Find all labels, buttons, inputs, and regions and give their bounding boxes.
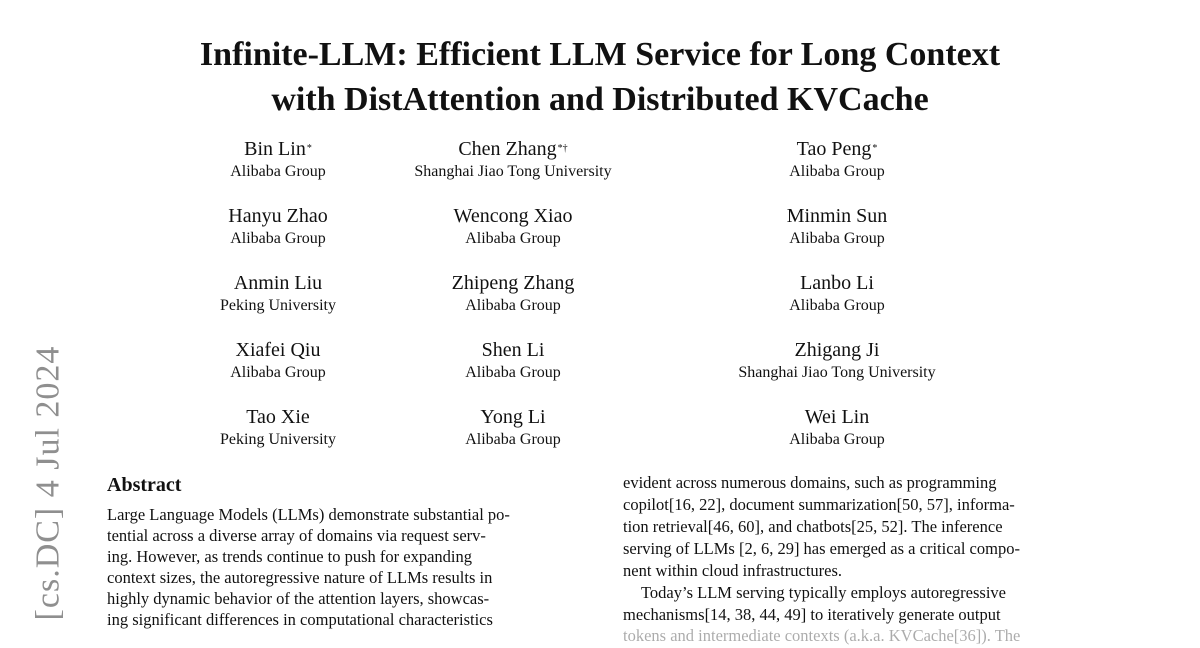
paper-title-line-2: with DistAttention and Distributed KVCache (271, 81, 929, 118)
author-affiliation: Shanghai Jiao Tong University (414, 163, 612, 180)
intro-paragraph-2 (623, 582, 1095, 648)
author-name-text: Wei Lin (804, 406, 870, 428)
author-affiliation: Peking University (220, 431, 336, 448)
intro-line-partial: tokens and intermediate contexts (a.k.a. KVCache[36]). The (623, 626, 1021, 645)
author-name (378, 204, 648, 229)
intro-line: nent within cloud infrastructures. (623, 561, 843, 580)
author-name (378, 405, 648, 430)
author-entry (648, 204, 1026, 271)
author-entry (178, 338, 378, 405)
author-name-text: Minmin Sun (786, 205, 888, 227)
author-name-text: Tao Xie (246, 406, 310, 428)
author-name (648, 137, 1026, 162)
author-affiliation: Alibaba Group (230, 364, 326, 381)
arxiv-stamp (22, 325, 74, 640)
author-entry (648, 137, 1026, 204)
abstract-line: ing significant differences in computational characteristics (107, 610, 493, 629)
author-name-text: Anmin Liu (233, 272, 323, 294)
author-name (178, 338, 378, 363)
author-entry (178, 137, 378, 204)
abstract-line: tential across a diverse array of domains via request serv- (107, 526, 486, 545)
author-affiliation: Alibaba Group (789, 297, 885, 314)
arxiv-stamp-text: [cs.DC] 4 Jul 2024 (29, 345, 67, 620)
author-name-text: Lanbo Li (800, 272, 874, 294)
author-entry (648, 338, 1026, 405)
author-affiliation: Alibaba Group (230, 163, 326, 180)
author-affiliation: Alibaba Group (230, 230, 326, 247)
author-name (648, 338, 1026, 363)
right-column (623, 472, 1095, 648)
author-entry (378, 338, 648, 405)
author-affiliation: Alibaba Group (465, 364, 561, 381)
author-affiliation: Alibaba Group (465, 230, 561, 247)
author-name (178, 137, 378, 162)
author-name-text: Yong Li (480, 406, 546, 428)
author-entry (378, 137, 648, 204)
author-name-text: Zhipeng Zhang (451, 272, 575, 294)
author-name-text: Tao Peng (796, 138, 872, 160)
paper-title-line-1: Infinite-LLM: Efficient LLM Service for Long Context (199, 36, 1001, 73)
author-name-text: Shen Li (481, 339, 545, 361)
intro-line: Today’s LLM serving typically employs autoregressive (641, 583, 1006, 602)
paper-title (100, 32, 1100, 122)
abstract-body (107, 504, 579, 630)
author-affiliation: Alibaba Group (789, 431, 885, 448)
author-entry (648, 271, 1026, 338)
author-name-text: Xiafei Qiu (235, 339, 321, 361)
intro-line: tion retrieval[46, 60], and chatbots[25, 52]. The inference (623, 517, 1003, 536)
author-entry (648, 405, 1026, 472)
abstract-line: ing. However, as trends continue to push for expanding (107, 547, 473, 566)
abstract-heading: Abstract (107, 474, 182, 496)
author-grid (178, 137, 1026, 472)
author-entry (378, 405, 648, 472)
intro-line: serving of LLMs [2, 6, 29] has emerged as a critical compo- (623, 539, 1020, 558)
author-affiliation: Alibaba Group (789, 230, 885, 247)
intro-line: mechanisms[14, 38, 44, 49] to iteratively generate output (623, 605, 1001, 624)
author-footnote-mark: * (872, 143, 878, 154)
author-entry (178, 405, 378, 472)
author-name (378, 338, 648, 363)
author-name (378, 271, 648, 296)
author-affiliation: Alibaba Group (465, 431, 561, 448)
abstract-line: Large Language Models (LLMs) demonstrate substantial po- (107, 505, 510, 524)
left-column (107, 472, 579, 630)
author-name-text: Bin Lin (244, 138, 306, 160)
intro-line: evident across numerous domains, such as programming (623, 473, 997, 492)
author-name-text: Wencong Xiao (453, 205, 573, 227)
author-affiliation: Peking University (220, 297, 336, 314)
intro-line: copilot[16, 22], document summarization[50, 57], informa- (623, 495, 1015, 514)
author-name (178, 405, 378, 430)
author-affiliation: Shanghai Jiao Tong University (738, 364, 936, 381)
author-name (178, 271, 378, 296)
abstract-line: context sizes, the autoregressive nature of LLMs results in (107, 568, 493, 587)
author-name (648, 405, 1026, 430)
author-name (378, 137, 648, 162)
author-footnote-mark: * (306, 143, 312, 154)
author-entry (378, 271, 648, 338)
author-entry (378, 204, 648, 271)
author-name-text: Chen Zhang (458, 138, 557, 160)
author-name (648, 204, 1026, 229)
author-name-text: Hanyu Zhao (228, 205, 328, 227)
author-name (648, 271, 1026, 296)
author-name (178, 204, 378, 229)
author-entry (178, 271, 378, 338)
intro-paragraph-1 (623, 472, 1095, 582)
author-affiliation: Alibaba Group (465, 297, 561, 314)
author-name-text: Zhigang Ji (794, 339, 880, 361)
author-footnote-mark: *† (557, 143, 568, 154)
author-affiliation: Alibaba Group (789, 163, 885, 180)
abstract-line: highly dynamic behavior of the attention layers, showcas- (107, 589, 490, 608)
author-entry (178, 204, 378, 271)
